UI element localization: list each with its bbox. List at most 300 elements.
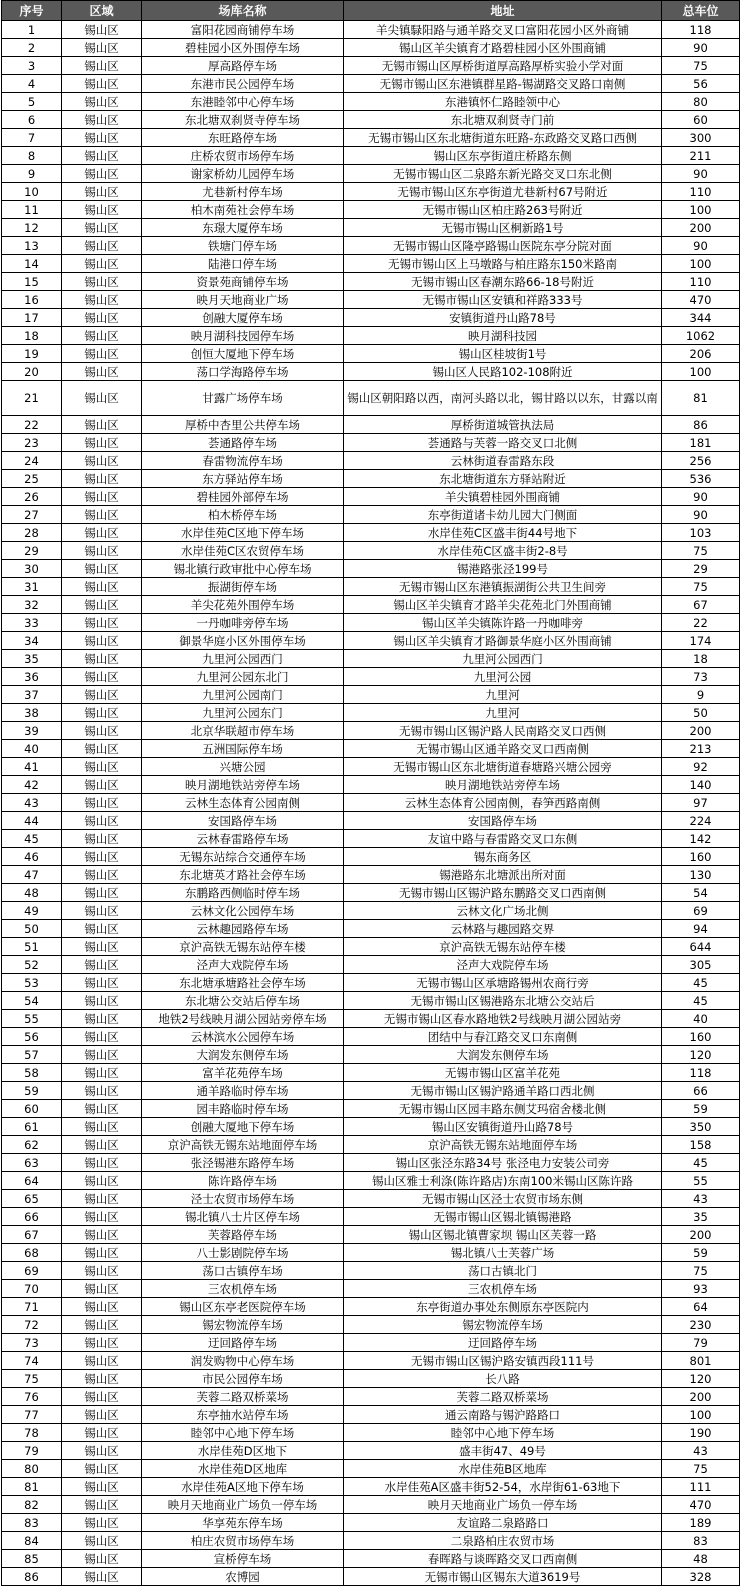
cell-address: 芙蓉二路双桥菜场: [344, 1388, 662, 1406]
cell-area: 锡山区: [62, 57, 142, 75]
cell-no: 41: [2, 758, 62, 776]
cell-no: 48: [2, 884, 62, 902]
cell-area: 锡山区: [62, 1352, 142, 1370]
cell-total: 92: [662, 758, 740, 776]
table-row: [2, 1532, 740, 1550]
cell-total: 200: [662, 219, 740, 237]
table-row: [2, 452, 740, 470]
cell-no: 66: [2, 1208, 62, 1226]
cell-no: 38: [2, 704, 62, 722]
table-row: [2, 578, 740, 596]
cell-total: 536: [662, 470, 740, 488]
cell-address: 无锡市锡山区锡沪路安镇西段111号: [344, 1352, 662, 1370]
cell-no: 62: [2, 1136, 62, 1154]
cell-address: 无锡市锡山区通羊路交叉口西南侧: [344, 740, 662, 758]
cell-area: 锡山区: [62, 1496, 142, 1514]
cell-address: 九里河公园西门: [344, 650, 662, 668]
table-row: [2, 363, 740, 381]
cell-no: 42: [2, 776, 62, 794]
cell-area: 锡山区: [62, 237, 142, 255]
cell-name: 甘露广场停车场: [142, 381, 344, 416]
cell-address: 无锡市锡山区桐新路1号: [344, 219, 662, 237]
cell-area: 锡山区: [62, 1190, 142, 1208]
cell-no: 27: [2, 506, 62, 524]
cell-name: 九里河公园西门: [142, 650, 344, 668]
cell-area: 锡山区: [62, 1064, 142, 1082]
cell-no: 8: [2, 147, 62, 165]
cell-area: 锡山区: [62, 614, 142, 632]
table-row: [2, 1082, 740, 1100]
cell-area: 锡山区: [62, 650, 142, 668]
cell-no: 34: [2, 632, 62, 650]
cell-total: 300: [662, 129, 740, 147]
cell-total: 206: [662, 345, 740, 363]
cell-address: 三农机停车场: [344, 1280, 662, 1298]
cell-no: 29: [2, 542, 62, 560]
cell-area: 锡山区: [62, 147, 142, 165]
table-row: [2, 794, 740, 812]
cell-total: 55: [662, 1172, 740, 1190]
cell-area: 锡山区: [62, 974, 142, 992]
cell-address: 羊尖镇碧桂园外围商铺: [344, 488, 662, 506]
table-row: [2, 1478, 740, 1496]
cell-address: 无锡市锡山区安镇和祥路333号: [344, 291, 662, 309]
cell-area: 锡山区: [62, 1100, 142, 1118]
cell-no: 39: [2, 722, 62, 740]
cell-name: 东港睦邻中心停车场: [142, 93, 344, 111]
cell-address: 东北塘双刹贤寺门前: [344, 111, 662, 129]
cell-total: 140: [662, 776, 740, 794]
cell-address: 安国路停车场: [344, 812, 662, 830]
cell-total: 45: [662, 974, 740, 992]
table-row: [2, 39, 740, 57]
cell-no: 17: [2, 309, 62, 327]
cell-area: 锡山区: [62, 129, 142, 147]
cell-address: 东港镇怀仁路睦领中心: [344, 93, 662, 111]
cell-name: 云林生态体育公园南侧: [142, 794, 344, 812]
cell-address: 无锡市锡山区富羊花苑: [344, 1064, 662, 1082]
cell-area: 锡山区: [62, 291, 142, 309]
cell-address: 锡宏物流停车场: [344, 1316, 662, 1334]
cell-area: 锡山区: [62, 1262, 142, 1280]
cell-area: 锡山区: [62, 1442, 142, 1460]
cell-address: 春晖路与谈晖路交叉口西南侧: [344, 1550, 662, 1568]
cell-total: 75: [662, 1460, 740, 1478]
cell-no: 46: [2, 848, 62, 866]
cell-name: 泾声大戏院停车场: [142, 956, 344, 974]
table-row: [2, 1388, 740, 1406]
cell-name: 东北塘英才路社会停车场: [142, 866, 344, 884]
cell-area: 锡山区: [62, 1082, 142, 1100]
cell-no: 85: [2, 1550, 62, 1568]
table-row: [2, 75, 740, 93]
cell-total: 22: [662, 614, 740, 632]
cell-name: 碧桂园外部停车场: [142, 488, 344, 506]
cell-area: 锡山区: [62, 1532, 142, 1550]
cell-area: 锡山区: [62, 956, 142, 974]
cell-total: 160: [662, 1028, 740, 1046]
cell-area: 锡山区: [62, 165, 142, 183]
cell-address: 无锡市锡山区东北塘街道东旺路-东政路交叉路口西侧: [344, 129, 662, 147]
cell-name: 九里河公园南门: [142, 686, 344, 704]
cell-address: 无锡市锡山区厚桥街道厚高路厚桥实验小学对面: [344, 57, 662, 75]
cell-total: 86: [662, 416, 740, 434]
table-row: [2, 524, 740, 542]
cell-area: 锡山区: [62, 111, 142, 129]
cell-address: 九里河公园: [344, 668, 662, 686]
cell-address: 锡山区东亭街道庄桥路东侧: [344, 147, 662, 165]
table-row: [2, 848, 740, 866]
table-header: [2, 1, 740, 21]
cell-address: 锡东商务区: [344, 848, 662, 866]
cell-total: 54: [662, 884, 740, 902]
cell-area: 锡山区: [62, 93, 142, 111]
table-row: [2, 237, 740, 255]
cell-name: 水岸佳苑C区农贸停车场: [142, 542, 344, 560]
cell-address: 盛丰街47、49号: [344, 1442, 662, 1460]
cell-area: 锡山区: [62, 866, 142, 884]
table-row: [2, 1298, 740, 1316]
cell-name: 富阳花园商铺停车场: [142, 21, 344, 39]
table-row: [2, 201, 740, 219]
cell-address: 锡山区人民路102-108附近: [344, 363, 662, 381]
cell-no: 36: [2, 668, 62, 686]
cell-address: 锡山区雅士利涤(陈许路店)东南100米锡山区陈许路: [344, 1172, 662, 1190]
cell-total: 59: [662, 1244, 740, 1262]
cell-no: 73: [2, 1334, 62, 1352]
table-row: [2, 758, 740, 776]
cell-address: 水岸佳苑B区地库: [344, 1460, 662, 1478]
cell-total: 1062: [662, 327, 740, 345]
cell-name: 兴塘公园: [142, 758, 344, 776]
cell-address: 无锡市锡山区承塘路锡州农商行旁: [344, 974, 662, 992]
cell-total: 256: [662, 452, 740, 470]
cell-name: 创恒大厦地下停车场: [142, 345, 344, 363]
cell-total: 110: [662, 183, 740, 201]
cell-total: 93: [662, 1280, 740, 1298]
cell-no: 86: [2, 1568, 62, 1586]
table-row: [2, 1352, 740, 1370]
table-row: [2, 1262, 740, 1280]
cell-area: 锡山区: [62, 1514, 142, 1532]
cell-name: 通羊路临时停车场: [142, 1082, 344, 1100]
cell-address: 水岸佳苑C区盛丰街2-8号: [344, 542, 662, 560]
cell-area: 锡山区: [62, 345, 142, 363]
cell-address: 长八路: [344, 1370, 662, 1388]
cell-name: 京沪高铁无锡东站地面停车场: [142, 1136, 344, 1154]
cell-no: 81: [2, 1478, 62, 1496]
cell-name: 云林趣园路停车场: [142, 920, 344, 938]
table-row: [2, 219, 740, 237]
cell-name: 陈许路停车场: [142, 1172, 344, 1190]
table-row: [2, 1226, 740, 1244]
cell-no: 31: [2, 578, 62, 596]
table-body: [2, 21, 740, 1586]
cell-area: 锡山区: [62, 596, 142, 614]
cell-total: 118: [662, 1064, 740, 1082]
cell-no: 58: [2, 1064, 62, 1082]
cell-area: 锡山区: [62, 632, 142, 650]
cell-total: 75: [662, 578, 740, 596]
table-row: [2, 830, 740, 848]
cell-name: 润发购物中心停车场: [142, 1352, 344, 1370]
cell-address: 锡山区朝阳路以西，南河头路以北，锡甘路以以东，甘露以南: [344, 381, 662, 416]
cell-name: 云林文化公园停车场: [142, 902, 344, 920]
cell-name: 荟通路停车场: [142, 434, 344, 452]
cell-total: 213: [662, 740, 740, 758]
cell-total: 45: [662, 992, 740, 1010]
cell-address: 无锡市锡山区锡沪路通羊路口西北侧: [344, 1082, 662, 1100]
table-row: [2, 1154, 740, 1172]
table-row: [2, 1064, 740, 1082]
table-row: [2, 381, 740, 416]
cell-name: 羊尖花苑外围停车场: [142, 596, 344, 614]
cell-area: 锡山区: [62, 920, 142, 938]
cell-total: 43: [662, 1190, 740, 1208]
cell-name: 柏木南苑社会停车场: [142, 201, 344, 219]
table-row: [2, 21, 740, 39]
cell-area: 锡山区: [62, 686, 142, 704]
header-area: 区域: [62, 1, 142, 21]
cell-name: 锡宏物流停车场: [142, 1316, 344, 1334]
table-row: [2, 111, 740, 129]
header-row: [2, 1, 740, 21]
cell-no: 84: [2, 1532, 62, 1550]
cell-total: 344: [662, 309, 740, 327]
cell-total: 29: [662, 560, 740, 578]
cell-address: 锡山区羊尖镇育才路御景华庭小区外围商铺: [344, 632, 662, 650]
cell-area: 锡山区: [62, 1118, 142, 1136]
table-row: [2, 1334, 740, 1352]
cell-name: 水岸佳苑C区地下停车场: [142, 524, 344, 542]
cell-name: 睦邻中心地下停车场: [142, 1424, 344, 1442]
cell-name: 厚桥中杏里公共停车场: [142, 416, 344, 434]
cell-address: 无锡市锡山区隆亭路锡山医院东亭分院对面: [344, 237, 662, 255]
cell-name: 安国路停车场: [142, 812, 344, 830]
cell-name: 荡口古镇停车场: [142, 1262, 344, 1280]
cell-area: 锡山区: [62, 560, 142, 578]
cell-total: 100: [662, 1406, 740, 1424]
table-row: [2, 129, 740, 147]
table-row: [2, 1514, 740, 1532]
cell-address: 无锡市锡山区锡沪路东鹏路交叉口西南侧: [344, 884, 662, 902]
cell-no: 68: [2, 1244, 62, 1262]
cell-no: 53: [2, 974, 62, 992]
cell-address: 锡港路张泾199号: [344, 560, 662, 578]
cell-area: 锡山区: [62, 524, 142, 542]
cell-no: 13: [2, 237, 62, 255]
cell-total: 120: [662, 1370, 740, 1388]
table-row: [2, 416, 740, 434]
table-row: [2, 632, 740, 650]
cell-address: 二泉路柏庄农贸市场: [344, 1532, 662, 1550]
cell-area: 锡山区: [62, 1388, 142, 1406]
cell-total: 60: [662, 111, 740, 129]
cell-address: 无锡市锡山区春水路地铁2号线映月湖公园站旁: [344, 1010, 662, 1028]
table-row: [2, 686, 740, 704]
cell-area: 锡山区: [62, 794, 142, 812]
cell-no: 23: [2, 434, 62, 452]
cell-address: 锡山区羊尖镇陈许路一丹咖啡旁: [344, 614, 662, 632]
cell-total: 801: [662, 1352, 740, 1370]
cell-area: 锡山区: [62, 1424, 142, 1442]
cell-address: 锡山区安镇街道丹山路78号: [344, 1118, 662, 1136]
cell-total: 67: [662, 596, 740, 614]
cell-address: 无锡市锡山区春潮东路66-18号附近: [344, 273, 662, 291]
cell-total: 120: [662, 1046, 740, 1064]
cell-total: 66: [662, 1082, 740, 1100]
table-row: [2, 1208, 740, 1226]
cell-name: 芙蓉二路双桥菜场: [142, 1388, 344, 1406]
cell-name: 五洲国际停车场: [142, 740, 344, 758]
table-row: [2, 1406, 740, 1424]
cell-name: 谢家桥幼儿园停车场: [142, 165, 344, 183]
cell-area: 锡山区: [62, 668, 142, 686]
cell-name: 映月天地商业广场: [142, 291, 344, 309]
cell-total: 142: [662, 830, 740, 848]
cell-name: 东港市民公园停车场: [142, 75, 344, 93]
table-row: [2, 57, 740, 75]
cell-name: 锡北镇行政审批中心停车场: [142, 560, 344, 578]
cell-no: 4: [2, 75, 62, 93]
header-name: 场库名称: [142, 1, 344, 21]
cell-address: 锡山区羊尖镇育才路羊尖花苑北门外围商铺: [344, 596, 662, 614]
table-row: [2, 596, 740, 614]
cell-name: 东北塘承塘路社会停车场: [142, 974, 344, 992]
cell-no: 7: [2, 129, 62, 147]
table-row: [2, 345, 740, 363]
cell-no: 5: [2, 93, 62, 111]
cell-name: 水岸佳苑D区地下: [142, 1442, 344, 1460]
cell-address: 映月湖地铁站旁停车场: [344, 776, 662, 794]
cell-name: 柏庄农贸市场停车场: [142, 1532, 344, 1550]
cell-no: 45: [2, 830, 62, 848]
cell-total: 189: [662, 1514, 740, 1532]
cell-no: 61: [2, 1118, 62, 1136]
table-row: [2, 1028, 740, 1046]
cell-name: 锡北镇八士片区停车场: [142, 1208, 344, 1226]
cell-area: 锡山区: [62, 434, 142, 452]
cell-address: 京沪高铁无锡东站地面停车场: [344, 1136, 662, 1154]
cell-total: 75: [662, 1262, 740, 1280]
cell-address: 锡山区桂坡街1号: [344, 345, 662, 363]
cell-address: 锡港路东北塘派出所对面: [344, 866, 662, 884]
cell-total: 103: [662, 524, 740, 542]
cell-area: 锡山区: [62, 39, 142, 57]
cell-name: 大润发东侧停车场: [142, 1046, 344, 1064]
cell-total: 100: [662, 363, 740, 381]
cell-name: 迂回路停车场: [142, 1334, 344, 1352]
cell-name: 映月湖科技园停车场: [142, 327, 344, 345]
cell-address: 京沪高铁无锡东站停车楼: [344, 938, 662, 956]
cell-no: 72: [2, 1316, 62, 1334]
cell-no: 69: [2, 1262, 62, 1280]
cell-name: 北京华联超市停车场: [142, 722, 344, 740]
table-row: [2, 309, 740, 327]
cell-total: 59: [662, 1100, 740, 1118]
cell-total: 111: [662, 1478, 740, 1496]
cell-address: 无锡市锡山区东北塘街道春塘路兴塘公园旁: [344, 758, 662, 776]
cell-address: 安镇街道丹山路78号: [344, 309, 662, 327]
table-row: [2, 488, 740, 506]
table-row: [2, 1046, 740, 1064]
table-row: [2, 740, 740, 758]
cell-total: 50: [662, 704, 740, 722]
cell-no: 52: [2, 956, 62, 974]
cell-no: 51: [2, 938, 62, 956]
cell-address: 通云南路与锡沪路路口: [344, 1406, 662, 1424]
cell-no: 10: [2, 183, 62, 201]
cell-no: 40: [2, 740, 62, 758]
table-row: [2, 650, 740, 668]
table-row: [2, 542, 740, 560]
cell-address: 无锡市锡山区东港镇振湖街公共卫生间旁: [344, 578, 662, 596]
cell-address: 映月湖科技园: [344, 327, 662, 345]
cell-name: 农博园: [142, 1568, 344, 1586]
cell-no: 56: [2, 1028, 62, 1046]
cell-name: 碧桂园小区外围停车场: [142, 39, 344, 57]
cell-address: 无锡市锡山区上马墩路与柏庄路东150米路南: [344, 255, 662, 273]
cell-total: 69: [662, 902, 740, 920]
cell-no: 6: [2, 111, 62, 129]
cell-total: 200: [662, 1388, 740, 1406]
cell-total: 110: [662, 273, 740, 291]
cell-total: 644: [662, 938, 740, 956]
cell-address: 映月天地商业广场负一停车场: [344, 1496, 662, 1514]
cell-no: 55: [2, 1010, 62, 1028]
table-row: [2, 668, 740, 686]
cell-no: 19: [2, 345, 62, 363]
cell-total: 90: [662, 237, 740, 255]
cell-name: 水岸佳苑D区地库: [142, 1460, 344, 1478]
cell-area: 锡山区: [62, 578, 142, 596]
cell-area: 锡山区: [62, 938, 142, 956]
cell-no: 71: [2, 1298, 62, 1316]
table-row: [2, 1010, 740, 1028]
cell-name: 创融大厦地下停车场: [142, 1118, 344, 1136]
cell-area: 锡山区: [62, 452, 142, 470]
cell-no: 22: [2, 416, 62, 434]
cell-total: 45: [662, 1154, 740, 1172]
cell-address: 锡山区张泾东路34号 张泾电力安装公司旁: [344, 1154, 662, 1172]
cell-area: 锡山区: [62, 183, 142, 201]
cell-name: 东亭抽水站停车场: [142, 1406, 344, 1424]
cell-name: 无锡东站综合交通停车场: [142, 848, 344, 866]
cell-area: 锡山区: [62, 1172, 142, 1190]
cell-no: 21: [2, 381, 62, 416]
cell-address: 羊尖镇騄阳路与通羊路交叉口富阳花园小区外商铺: [344, 21, 662, 39]
cell-total: 328: [662, 1568, 740, 1586]
cell-area: 锡山区: [62, 1028, 142, 1046]
cell-name: 京沪高铁无锡东站停车楼: [142, 938, 344, 956]
cell-area: 锡山区: [62, 1298, 142, 1316]
table-row: [2, 812, 740, 830]
cell-name: 锡山区东亭老医院停车场: [142, 1298, 344, 1316]
table-row: [2, 147, 740, 165]
cell-area: 锡山区: [62, 1244, 142, 1262]
cell-area: 锡山区: [62, 1568, 142, 1586]
table-row: [2, 956, 740, 974]
cell-name: 园丰路临时停车场: [142, 1100, 344, 1118]
cell-total: 35: [662, 1208, 740, 1226]
table-row: [2, 1190, 740, 1208]
cell-address: 无锡市锡山区锡沪路人民南路交叉口西侧: [344, 722, 662, 740]
cell-address: 东亭街道办事处东侧原东亭医院内: [344, 1298, 662, 1316]
cell-area: 锡山区: [62, 1460, 142, 1478]
cell-name: 资景苑商铺停车场: [142, 273, 344, 291]
table-row: [2, 1370, 740, 1388]
cell-area: 锡山区: [62, 1370, 142, 1388]
